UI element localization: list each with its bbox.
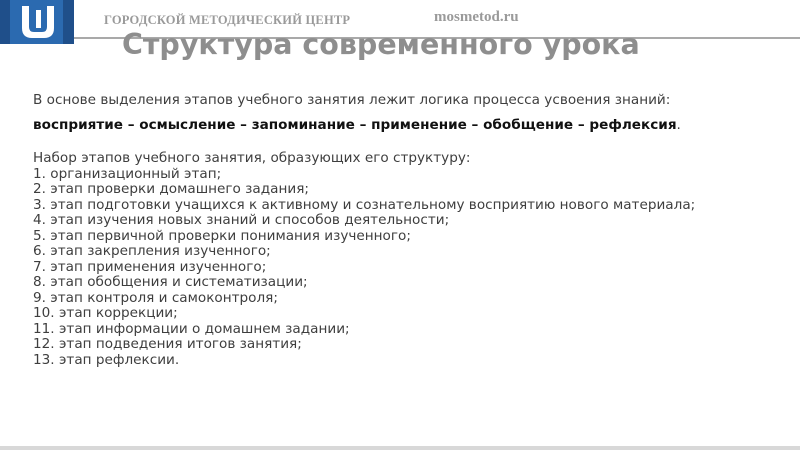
list-item: 13. этап рефлексии. (33, 351, 180, 368)
stage-list (33, 167, 783, 369)
slide-title: Структура современного урока (122, 28, 640, 61)
header-center-name: ГОРОДСКОЙ МЕТОДИЧЕСКИЙ ЦЕНТР (104, 13, 351, 27)
slide-content (33, 93, 783, 368)
header-site-link[interactable]: mosmetod.ru (434, 9, 519, 25)
process-end: . (676, 116, 681, 133)
list-item: 9. этап контроля и самоконтроля; (33, 289, 278, 306)
list-item: 2. этап проверки домашнего задания; (33, 181, 309, 197)
process-line (33, 118, 783, 134)
list-item: 12. этап подведения итогов занятия; (33, 336, 302, 352)
list-item: 4. этап изучения новых знаний и способов деятельности; (33, 212, 450, 228)
list-item: 7. этап применения изученного; (33, 258, 267, 275)
list-item: 1. организационный этап; (33, 165, 222, 182)
intro-text: В основе выделения этапов учебного занятия лежит логика процесса усвоения знаний: (33, 92, 671, 108)
list-item: 6. этап закрепления изученного; (33, 243, 271, 259)
mosmetod-logo-icon (0, 0, 74, 44)
list-item: 3. этап подготовки учащихся к активному и сознательному восприятию нового материала; (33, 196, 696, 213)
spacer (33, 133, 783, 151)
list-item: 11. этап информации о домашнем задании; (33, 320, 350, 337)
list-item: 10. этап коррекции; (33, 305, 178, 321)
bottom-divider (0, 446, 800, 450)
process-chain: восприятие – осмысление – запоминание – применение – обобщение – рефлексия (33, 116, 677, 133)
list-item: 5. этап первичной проверки понимания изученного; (33, 227, 411, 244)
stages-heading: Набор этапов учебного занятия, образующих его структуру: (33, 150, 471, 166)
list-item: 8. этап обобщения и систематизации; (33, 274, 308, 290)
